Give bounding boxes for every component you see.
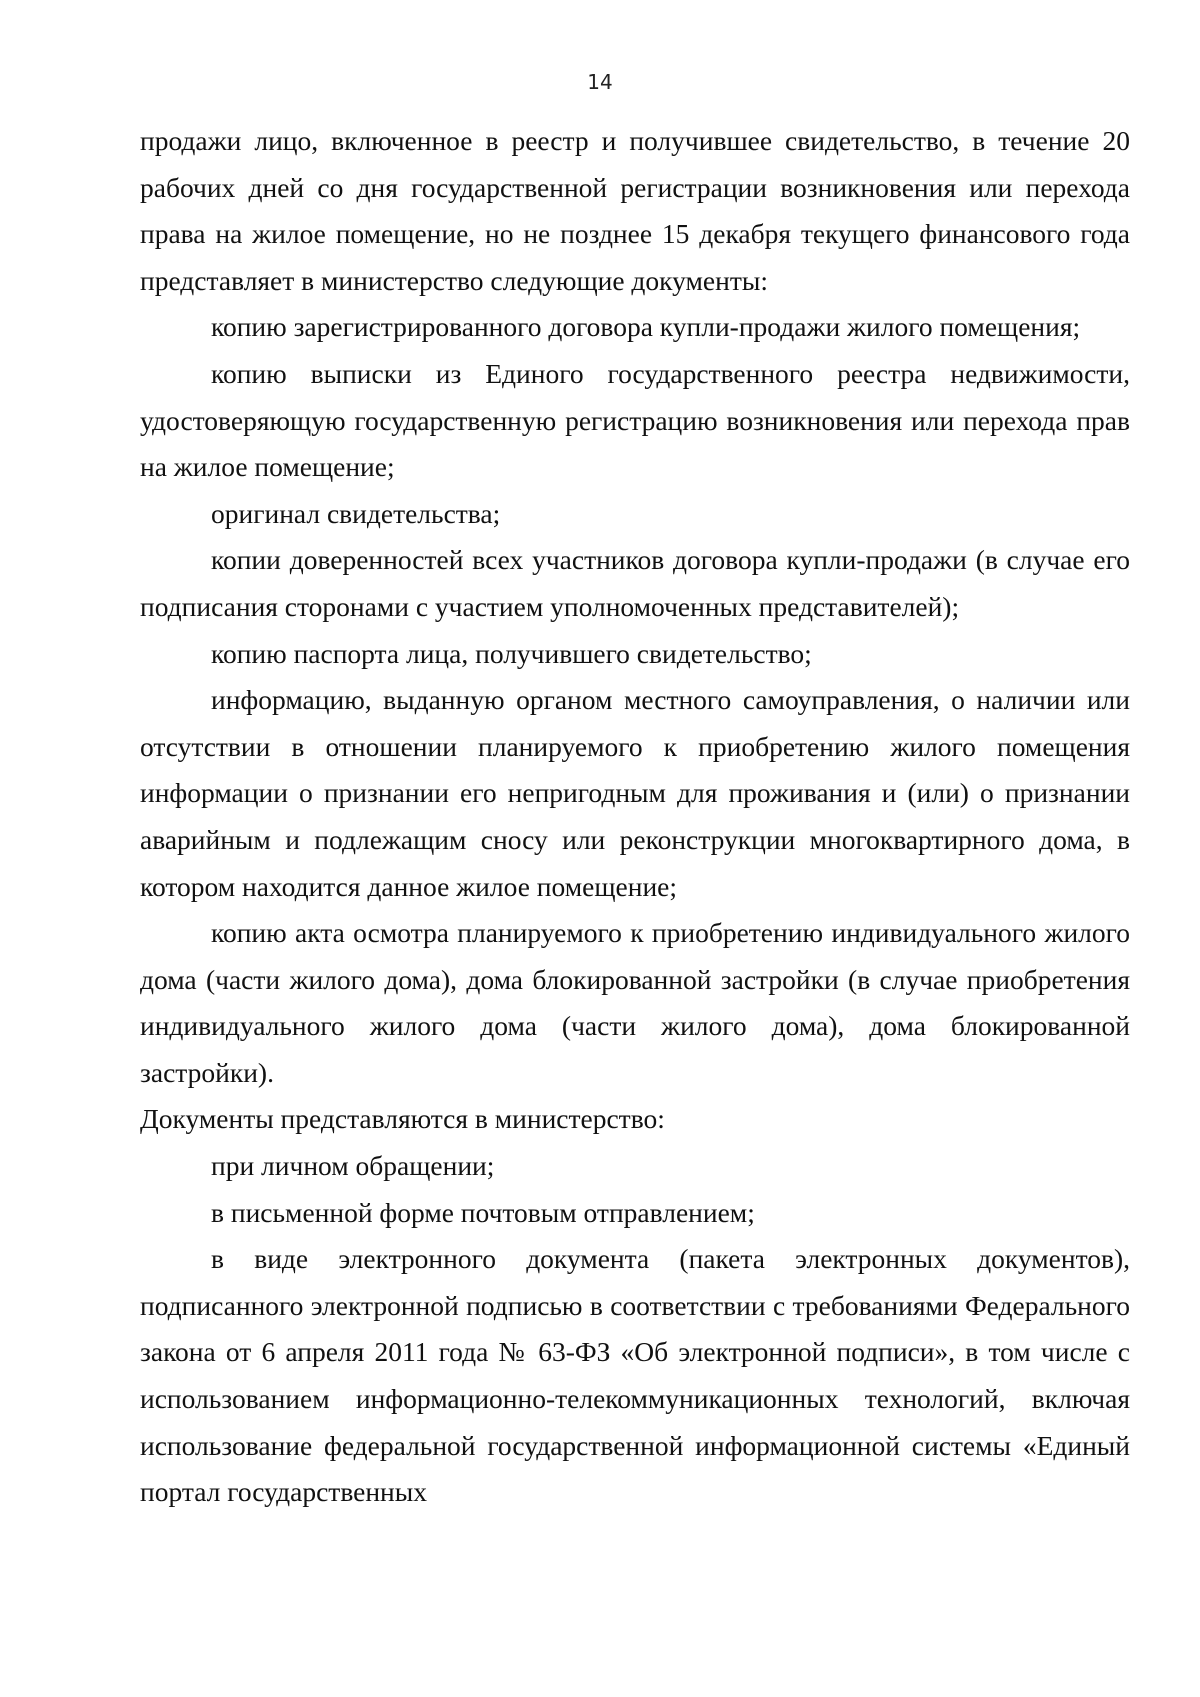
paragraph-in-person: при личном обращении; [211,1150,495,1182]
paragraph-electronic: в виде электронного документа (пакета электронных документов), подписанного электронной подписью в соответствии с требованиями Федерального закона от 6 апреля 2011 года № 63-ФЗ «Об электронной подписи», в том числе с использованием информационно-телекоммуникационных технологий, включая использование федеральной государственной информационной системы «Единый портал государственных [140,1243,1130,1508]
paragraph-intro: продажи лицо, включенное в реестр и получившее свидетельство, в течение 20 рабочих дней со дня государственной регистрации возникновения или перехода права на жилое помещение, но не позднее 15 декабря текущего финансового года представляет в министерство следующие документы: [140,125,1130,296]
document-body [140,118,1130,1516]
paragraph-local-authority-info: информацию, выданную органом местного самоуправления, о наличии или отсутствии в отношении планируемого к приобретению жилого помещения информации о признании его непригодным для проживания и (или) о признании аварийным и подлежащим сносу или реконструкции многоквартирного дома, в котором находится данное жилое помещение; [140,684,1130,902]
paragraph-power-of-attorney: копии доверенностей всех участников договора купли-продажи (в случае его подписания сторонами с участием уполномоченных представителей); [140,544,1130,622]
paragraph-registry-extract: копию выписки из Единого государственного реестра недвижимости, удостоверяющую государственную регистрацию возникновения или перехода прав на жилое помещение; [140,357,1130,483]
paragraph-inspection-act: копию акта осмотра планируемого к приобретению индивидуального жилого дома (части жилого дома), дома блокированной застройки (в случае приобретения индивидуального жилого дома (части жилого дома), дома блокированной застройки). [140,917,1130,1088]
page-number: 14 [587,70,613,94]
paragraph-passport-copy: копию паспорта лица, получившего свидетельство; [211,637,812,669]
paragraph-submission-heading: Документы представляются в министерство: [140,1103,665,1135]
paragraph-contract-copy: копию зарегистрированного договора купли-продажи жилого помещения; [211,311,1081,343]
paragraph-by-mail: в письменной форме почтовым отправлением; [211,1196,755,1228]
paragraph-certificate-original: оригинал свидетельства; [211,497,501,529]
